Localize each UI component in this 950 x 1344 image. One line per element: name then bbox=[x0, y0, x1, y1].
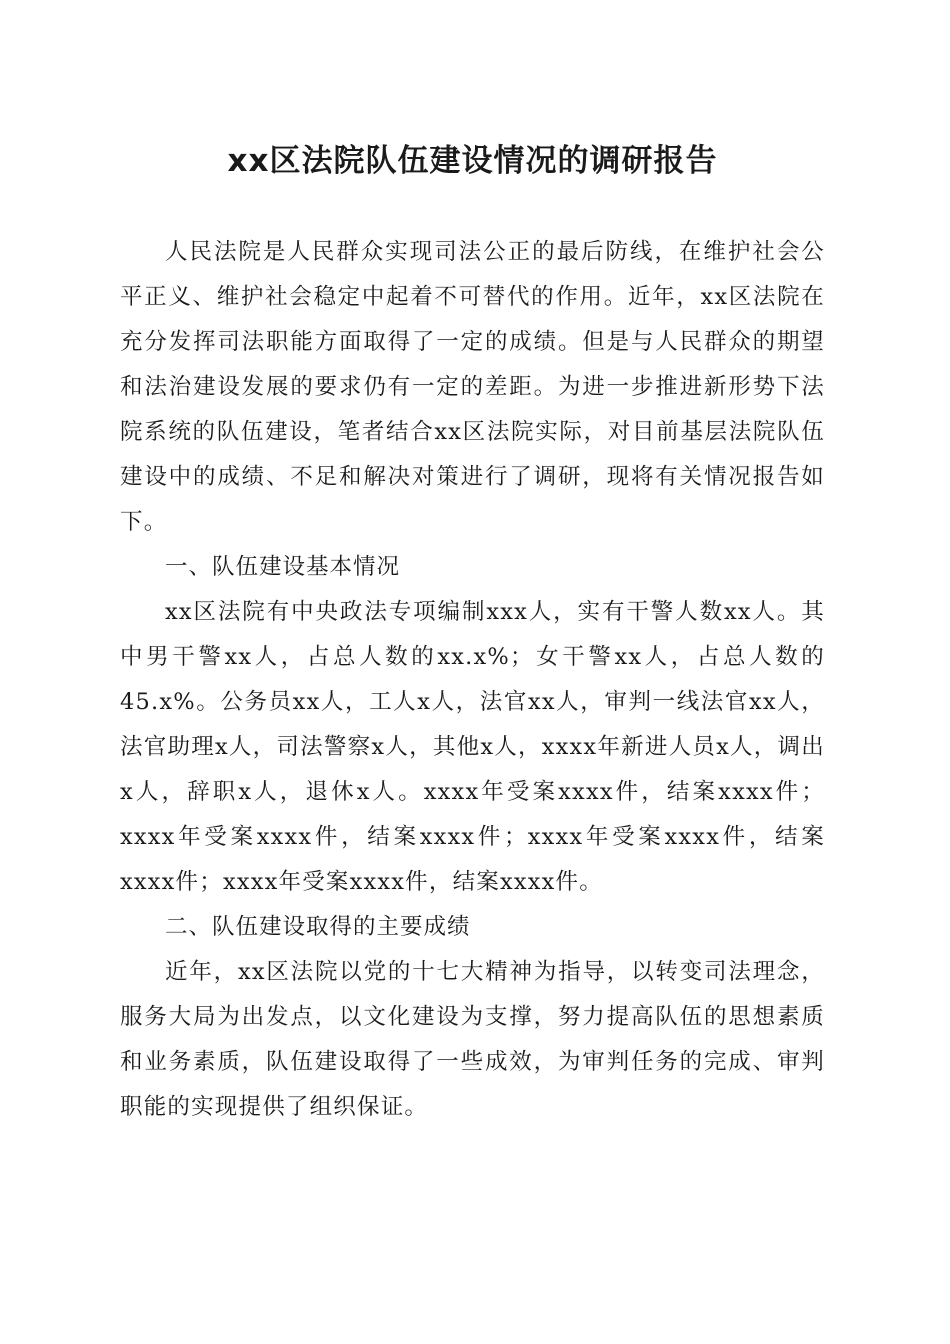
document-body bbox=[120, 230, 825, 1130]
intro-paragraph: 人民法院是人民群众实现司法公正的最后防线，在维护社会公平正义、维护社会稳定中起着不可替代的作用。近年，xx区法院在充分发挥司法职能方面取得了一定的成绩。但是与人民群众的期望和法治建设发展的要求仍有一定的差距。为进一步推进新形势下法院系统的队伍建设，笔者结合xx区法院实际，对目前基层法院队伍建设中的成绩、不足和解决对策进行了调研，现将有关情况报告如下。 bbox=[120, 239, 825, 535]
document-title: xx区法院队伍建设情况的调研报告 bbox=[227, 143, 718, 179]
section-paragraph-basic-situation: xx区法院有中央政法专项编制xxx人，实有干警人数xx人。其中男干警xx人，占总人数的xx.x%；女干警xx人，占总人数的45.x%。公务员xx人，工人x人，法官xx人，审判一线法官xx人，法官助理x人，司法警察x人，其他x人，xxxx年新进人员x人，调出x人，辞职x人，退休x人。xxxx年受案xxxx件，结案xxxx件；xxxx年受案xxxx件，结案xxxx件；xxxx年受案xxxx件，结案xxxx件；xxxx年受案xxxx件，结案xxxx件。 bbox=[120, 599, 825, 895]
section-heading-achievements: 二、队伍建设取得的主要成绩 bbox=[165, 914, 471, 940]
section-heading-basic-situation: 一、队伍建设基本情况 bbox=[165, 554, 401, 580]
section-paragraph-achievements: 近年，xx区法院以党的十七大精神为指导，以转变司法理念，服务大局为出发点，以文化建设为支撑，努力提高队伍的思想素质和业务素质，队伍建设取得了一些成效，为审判任务的完成、审判职能的实现提供了组织保证。 bbox=[120, 959, 825, 1120]
